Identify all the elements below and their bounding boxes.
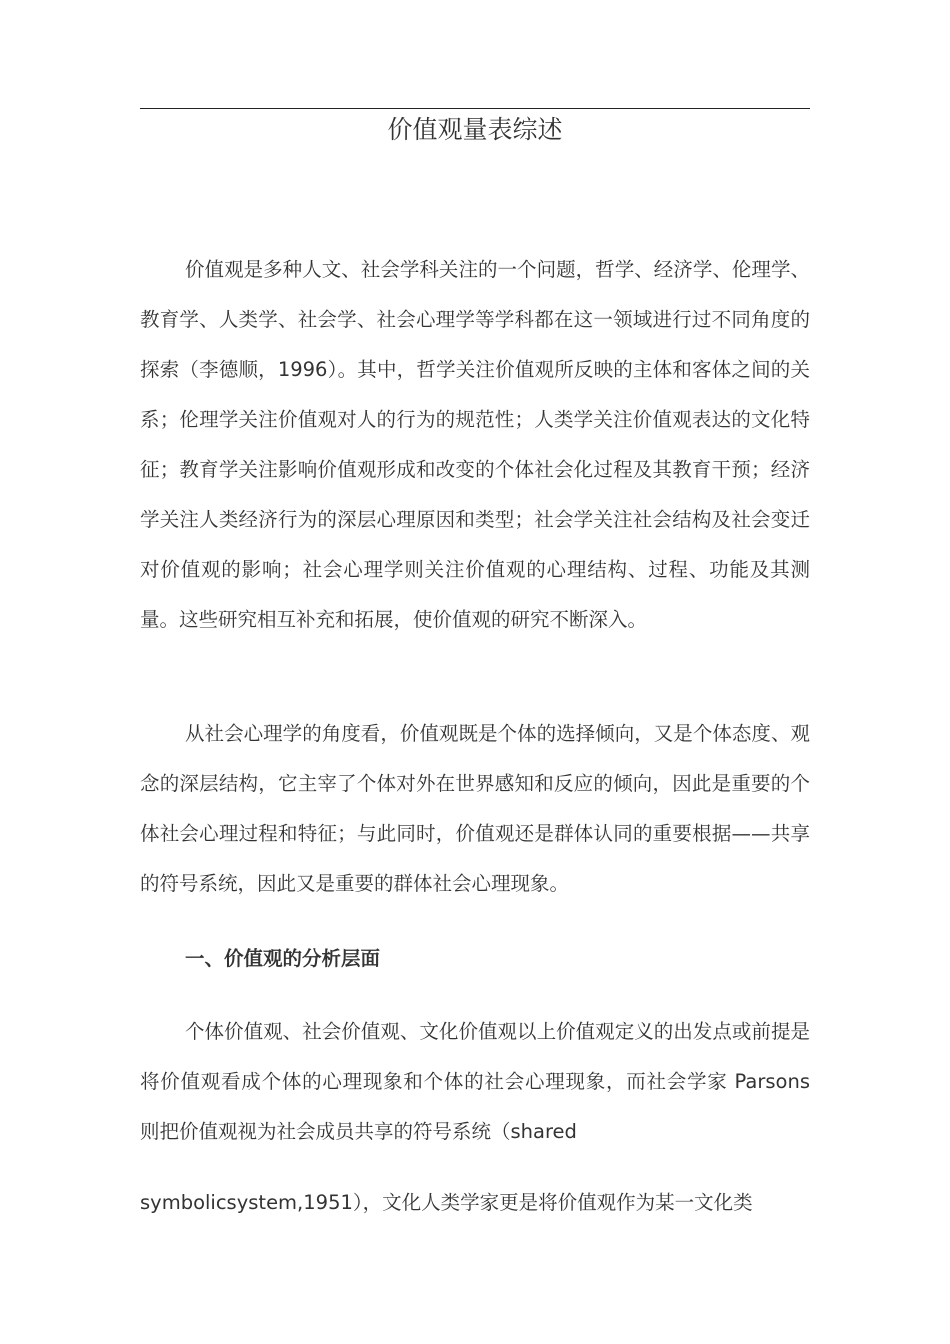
section-heading: 一、价值观的分析层面: [185, 947, 381, 970]
paragraph-3: 个体价值观、社会价值观、文化价值观以上价值观定义的出发点或前提是将价值观看成个体的心理现象和个体的社会心理现象，而社会学家 Parsons 则把价值观视为社会成员共享的符号系统（shared: [140, 1020, 810, 1143]
paragraph-3-continuation: symbolicsystem,1951），文化人类学家更是将价值观作为某一文化类: [140, 1191, 753, 1214]
paragraph-1: 价值观是多种人文、社会学科关注的一个问题，哲学、经济学、伦理学、教育学、人类学、社会学、社会心理学等学科都在这一领域进行过不同角度的探索（李德顺，1996）。其中，哲学关注价值观所反映的主体和客体之间的关系；伦理学关注价值观对人的行为的规范性；人类学关注价值观表达的文化特征；教育学关注影响价值观形成和改变的个体社会化过程及其教育干预；经济学关注人类经济行为的深层心理原因和类型；社会学关注社会结构及社会变迁对价值观的影响；社会心理学则关注价值观的心理结构、过程、功能及其测量。这些研究相互补充和拓展，使价值观的研究不断深入。: [140, 258, 810, 631]
header-rule: [140, 108, 810, 109]
document-title: 价值观量表综述: [387, 115, 563, 144]
paragraph-2: 从社会心理学的角度看，价值观既是个体的选择倾向，又是个体态度、观念的深层结构，它主宰了个体对外在世界感知和反应的倾向，因此是重要的个体社会心理过程和特征；与此同时，价值观还是群体认同的重要根据——共享的符号系统，因此又是重要的群体社会心理现象。: [140, 722, 810, 895]
